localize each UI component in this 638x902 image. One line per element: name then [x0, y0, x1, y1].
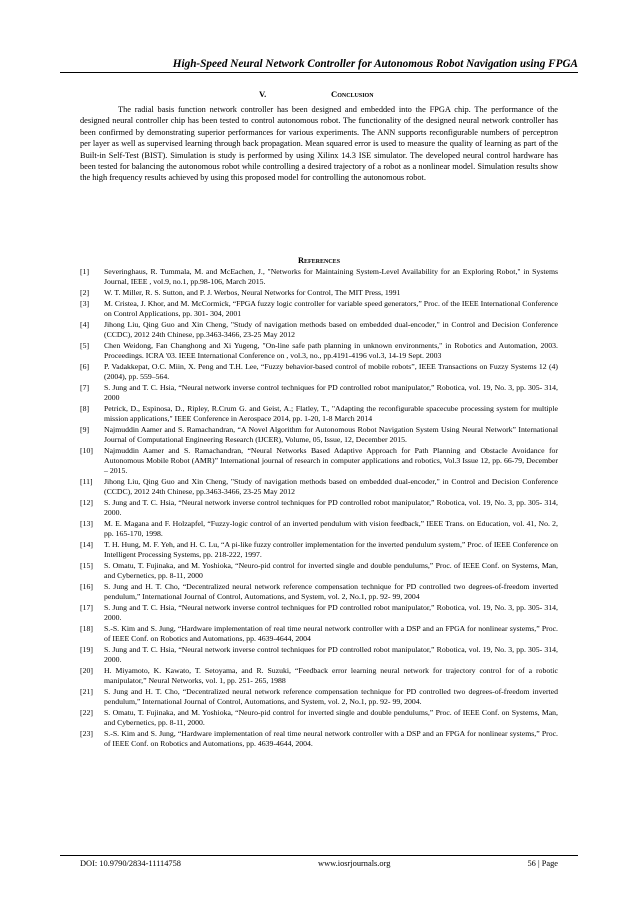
reference-item: [80, 708, 558, 729]
reference-item: [80, 383, 558, 404]
running-header: High-Speed Neural Network Controller for Autonomous Robot Navigation using FPGA: [60, 58, 578, 73]
reference-item: [80, 561, 558, 582]
reference-list: [80, 267, 558, 750]
reference-item: [80, 404, 558, 425]
reference-item: [80, 477, 558, 498]
reference-text: P. Vadakkepat, O.C. Miin, X. Peng and T.H. Lee, “Fuzzy behavior-based control of mobile robots”, IEEE Transactions on Fuzzy Systems 12 (4) (2004), pp. 559–564.: [104, 361, 558, 381]
reference-text: M. Cristea, J. Khor, and M. McCormick, “FPGA fuzzy logic controller for variable speed generators,” Proc. of the IEEE International Conference on Control Applications, pp. 301- 304, 2001: [104, 298, 558, 318]
reference-number: [4]: [80, 319, 90, 329]
reference-number: [22]: [80, 707, 93, 717]
footer-divider: [60, 855, 578, 856]
reference-number: [10]: [80, 445, 93, 455]
reference-text: Severinghaus, R. Tummala, M. and McEachen, J., "Networks for Maintaining System-Level Availability for an Exploring Robot," in Systems Journal, IEEE , vol.9, no.1, pp.98-106, March 2015.: [104, 267, 558, 287]
reference-text: S. Jung and T. C. Hsia, “Neural network inverse control techniques for PD controlled robot manipulator,” Robotica, vol. 19, No. 3, pp. 305- 314, 2000.: [104, 602, 558, 623]
section-number: V.: [259, 89, 267, 99]
conclusion-paragraph: The radial basis function network controller has been designed and embedded into the FPGA chip. The performance of the designed neural controller chip has been tested to control autonomous robot. The functionality of the designed neural network controller has been confirmed by demonstrating superior performances for various experiments. The ANN supports reconfigurable numbers of perceptron per layer as well as supervised learning through back propagation. Mean squared error is used to measure the quality of learning as part of the Built-in Self-Test (BIST). Simulation is study is performed by using Xilinx 14.3 ISE simulator. The developed neural control hardware has been tested for balancing the autonomous robot while controlling a desired trajectory of a robot as a nonlinear model. Simulation results show the high frequency results achieved by using this proposed model for controlling the autonomous robot.: [80, 105, 558, 183]
reference-number: [3]: [80, 298, 90, 308]
reference-number: [2]: [80, 287, 90, 297]
reference-number: [15]: [80, 560, 93, 570]
reference-number: [14]: [80, 539, 93, 549]
reference-item: [80, 362, 558, 383]
reference-item: [80, 582, 558, 603]
reference-number: [6]: [80, 361, 90, 371]
reference-text: Najmuddin Aamer and S. Ramachandran, “A Novel Algorithm for Autonomous Robot Navigation System Using Neural Network” International Journal of Computational Engineering Research (IJCER), Volume, 05, Issue, 12, December 2015.: [104, 424, 558, 444]
reference-item: [80, 687, 558, 708]
reference-item: [80, 288, 558, 298]
reference-text: S.-S. Kim and S. Jung, “Hardware implementation of real time neural network controller with a DSP and an FPGA for nonlinear systems,” Proc. of IEEE Conf. on Robotics and Automations, pp. 4639-4644, 2004.: [104, 728, 558, 748]
footer-doi: DOI: 10.9790/2834-11114758: [80, 859, 181, 868]
reference-number: [23]: [80, 728, 93, 738]
reference-text: S. Jung and H. T. Cho, “Decentralized neural network reference compensation technique for PD controlled two degrees-of-freedom inverted pendulum,” International Journal of Control, Automations, and System, vol. 2, No.1, pp. 92- 99, 2004.: [104, 686, 558, 706]
reference-text: S.-S. Kim and S. Jung, “Hardware implementation of real time neural network controller with a DSP and an FPGA for nonlinear systems,” Proc. of IEEE Conf. on Robotics and Automations, pp. 4639-4644, 2004: [104, 623, 558, 644]
reference-item: [80, 540, 558, 561]
reference-number: [12]: [80, 497, 93, 507]
references-heading: References: [297, 256, 341, 265]
reference-text: Petrick, D., Espinosa, D., Ripley, R.Crum G. and Geist, A.; Flatley, T., "Adapting the reconfigurable spacecube processing system for multiple mission applications," IEEE Conference in Aerospace 2014, pp. 1-20, 1-8 March 2014: [104, 403, 558, 423]
reference-text: T. H. Hung, M. F. Yeh, and H. C. Lu, “A pi-like fuzzy controller implementation for the inverted pendulum system,” Proc. of IEEE Conference on Intelligent Processing Systems, pp. 218-222, 1997.: [104, 539, 558, 560]
reference-number: [16]: [80, 581, 93, 591]
reference-number: [21]: [80, 686, 93, 696]
reference-number: [19]: [80, 644, 93, 654]
reference-number: [11]: [80, 476, 93, 486]
reference-number: [17]: [80, 602, 93, 612]
reference-text: S. Omatu, T. Fujinaka, and M. Yoshioka, “Neuro-pid control for inverted single and double pendulums,” Proc. of IEEE Conf. on Systems, Man, and Cybernetics, pp. 8-11, 2000: [104, 560, 558, 581]
reference-text: S. Omatu, T. Fujinaka, and M. Yoshioka, “Neuro-pid control for inverted single and double pendulums,” Proc. of IEEE Conf. on Systems, Man, and Cybernetics, pp. 8-11, 2000.: [104, 707, 558, 727]
reference-item: [80, 498, 558, 519]
footer-page-number: 56 | Page: [527, 859, 558, 868]
reference-item: [80, 729, 558, 750]
reference-text: Jihong Liu, Qing Guo and Xin Cheng, "Study of navigation methods based on embedded dual-encoder," in Control and Decision Conference (CCDC), 2012 24th Chinese, pp.3463-3466, 23-25 May 2012: [104, 319, 558, 339]
reference-text: Chen Weidong, Fan Changhong and Xi Yugeng, "On-line safe path planning in unknown environments," in Robotics and Automation, 2003. Proceedings. ICRA '03. IEEE International Conference on , vol.3, no., pp.4191-4196 vol.3, 14-19 Sept. 2003: [104, 340, 558, 360]
reference-item: [80, 299, 558, 320]
reference-text: S. Jung and H. T. Cho, “Decentralized neural network reference compensation technique for PD controlled two degrees-of-freedom inverted pendulum,” International Journal of Control, Automations, and System, vol. 2, No.1, pp. 92- 99, 2004: [104, 581, 558, 602]
reference-item: [80, 425, 558, 446]
reference-item: [80, 624, 558, 645]
reference-number: [5]: [80, 340, 90, 350]
reference-text: S. Jung and T. C. Hsia, “Neural network inverse control techniques for PD controlled robot manipulator,” Robotica, vol. 19, No. 3, pp. 305- 314, 2000.: [104, 644, 558, 665]
reference-text: M. E. Magana and F. Holzapfel, “Fuzzy-logic control of an inverted pendulum with vision feedback,” IEEE Trans. on Education, vol. 41, No. 2, pp. 165-170, 1998.: [104, 518, 558, 539]
reference-text: S. Jung and T. C. Hsia, “Neural network inverse control techniques for PD controlled robot manipulator,” Robotica, vol. 19, No. 3, pp. 305- 314, 2000.: [104, 497, 558, 518]
reference-number: [13]: [80, 518, 93, 528]
reference-text: S. Jung and T. C. Hsia, “Neural network inverse control techniques for PD controlled robot manipulator,” Robotica, vol. 19, No. 3, pp. 305- 314, 2000: [104, 382, 558, 402]
reference-number: [9]: [80, 424, 90, 434]
reference-number: [8]: [80, 403, 90, 413]
reference-text: Jihong Liu, Qing Guo and Xin Cheng, "Study of navigation methods based on embedded dual-encoder," in Control and Decision Conference (CCDC), 2012 24th Chinese, pp.3463-3466, 23-25 May 2012: [104, 476, 558, 497]
section-title: Conclusion: [331, 89, 374, 99]
reference-text: W. T. Miller, R. S. Sutton, and P. J. Werbos, Neural Networks for Control, The MIT Press, 1991: [104, 287, 401, 297]
reference-item: [80, 320, 558, 341]
reference-item: [80, 666, 558, 687]
page-footer: [80, 859, 558, 868]
reference-number: [7]: [80, 382, 90, 392]
reference-item: [80, 519, 558, 540]
reference-item: [80, 341, 558, 362]
reference-text: Najmuddin Aamer and S. Ramachandran, “Neural Networks Based Adaptive Approach for Path Planning and Obstacle Avoidance for Autonomous Mobile Robot (AMR)” International journal of research in computer applications and robotics, Vol.3 Issue 12, pp. 66-79, December – 2015.: [104, 445, 558, 476]
reference-item: [80, 267, 558, 288]
reference-number: [1]: [80, 267, 90, 276]
reference-item: [80, 645, 558, 666]
reference-number: [18]: [80, 623, 93, 633]
reference-text: H. Miyamoto, K. Kawato, T. Setoyama, and R. Suzuki, “Feedback error learning neural network for trajectory control for of a robotic manipulator,” Neural Networks, vol. 1, pp. 251- 265, 1988: [104, 665, 558, 685]
reference-item: [80, 446, 558, 477]
reference-number: [20]: [80, 665, 93, 675]
footer-website: www.iosrjournals.org: [318, 859, 391, 868]
reference-item: [80, 603, 558, 624]
